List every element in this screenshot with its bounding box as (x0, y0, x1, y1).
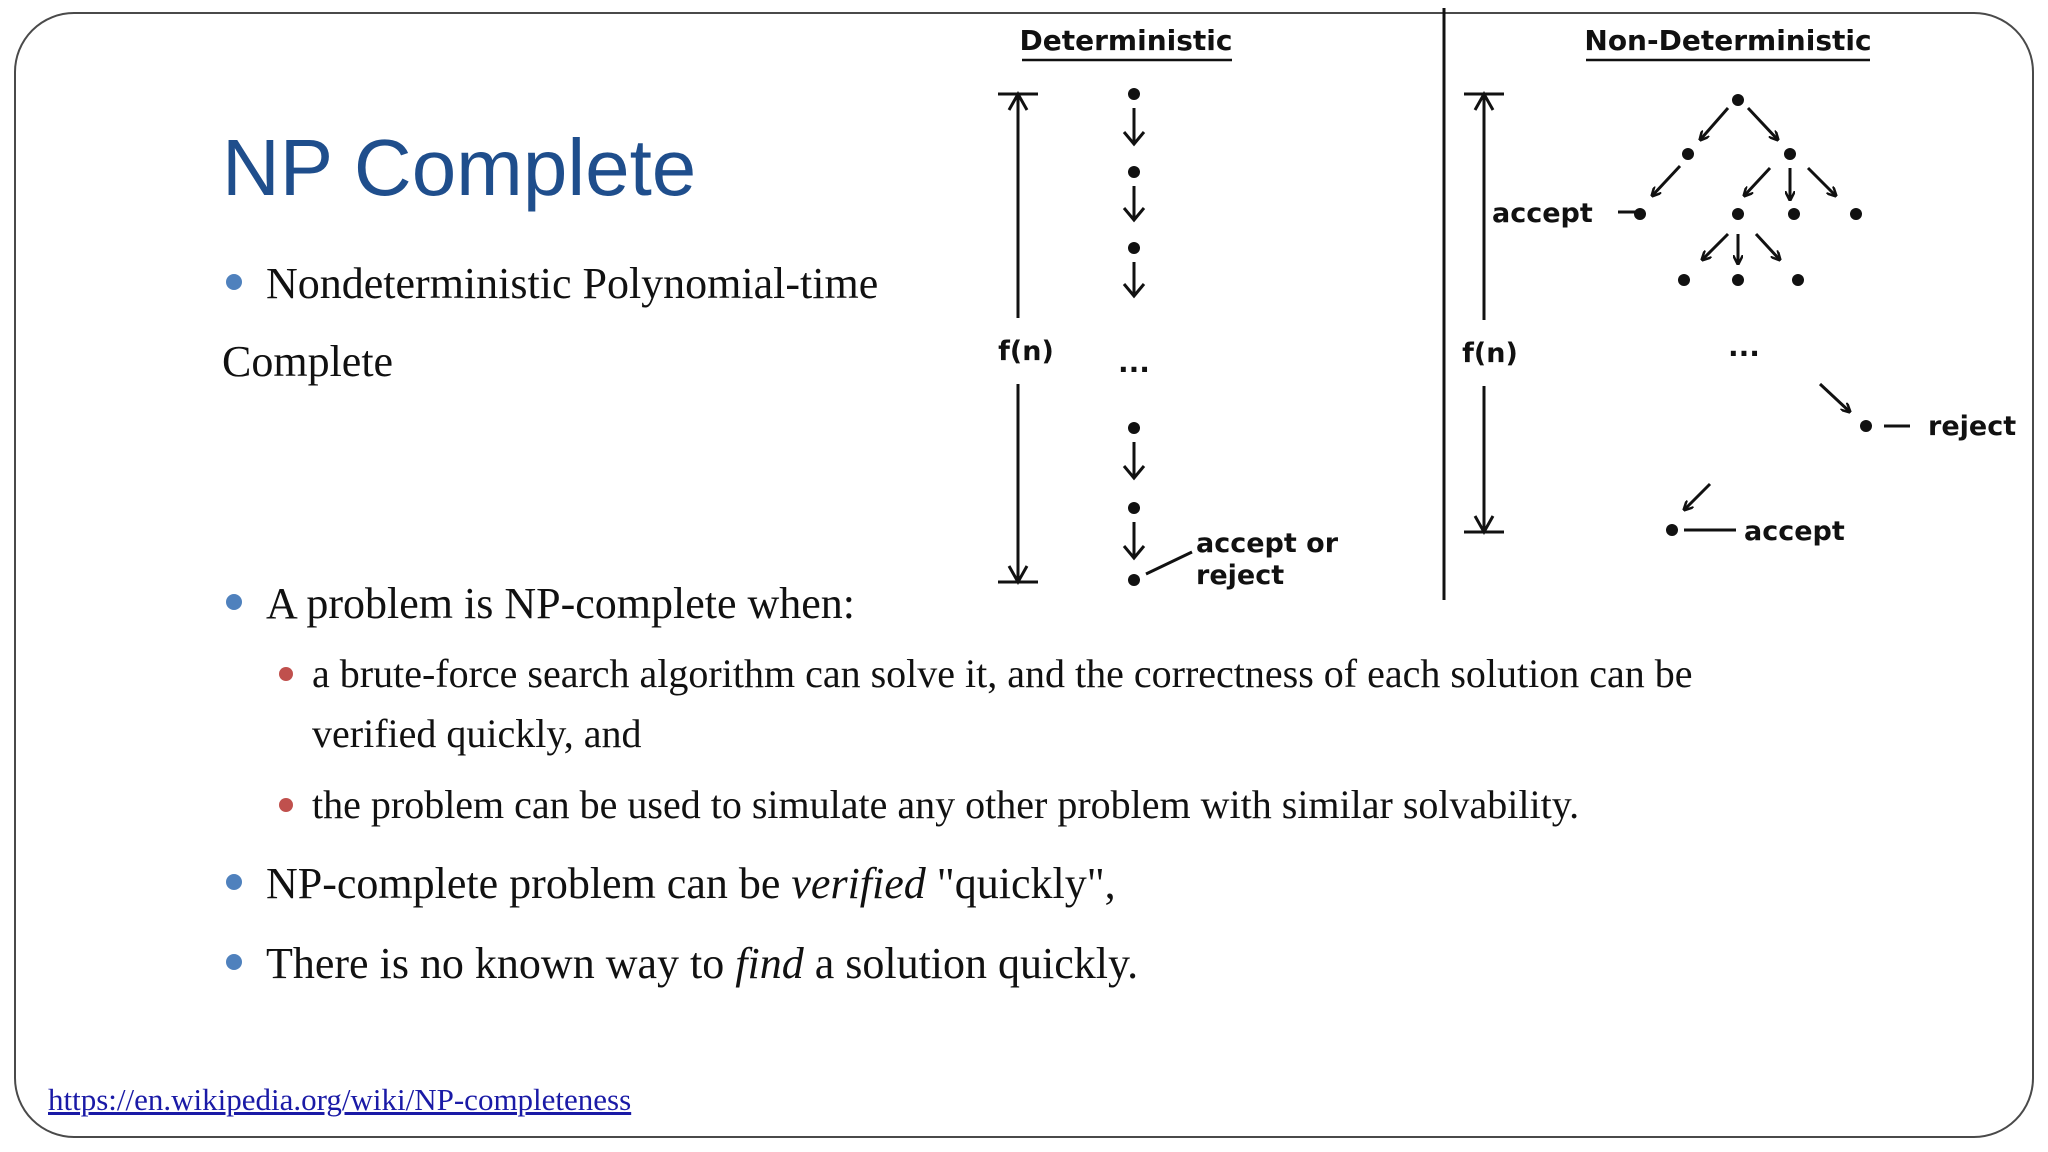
bullet-dot (226, 874, 242, 890)
ellipsis-left: ... (1118, 346, 1150, 379)
bullet-3-text-end: "quickly", (925, 859, 1116, 908)
reject-label-right: reject (1928, 411, 2017, 442)
bullet-3 (266, 859, 1116, 908)
sub-bullet-dot (279, 667, 293, 681)
sub-bullet-dot (279, 798, 293, 812)
bullet-1-line-1: Nondeterministic Polynomial-time (266, 259, 879, 308)
nondeterministic-title: Non-Deterministic (1584, 24, 1872, 57)
sub-bullet-1-line-2: verified quickly, and (312, 711, 642, 756)
bullet-4-text: There is no known way to (266, 939, 736, 988)
bullet-2: A problem is NP-complete when: (266, 579, 856, 628)
deterministic-nodes (1128, 88, 1140, 586)
deterministic-title: Deterministic (1019, 24, 1233, 57)
wikipedia-link[interactable]: https://en.wikipedia.org/wiki/NP-completeness (48, 1082, 632, 1117)
bullet-3-text: NP-complete problem can be (266, 859, 792, 908)
nondeterministic-tree-lines (1618, 212, 1910, 530)
accept-label-bottom: accept (1744, 516, 1845, 547)
reject-label-left: reject (1196, 560, 1285, 591)
bullet-4-emphasis: find (735, 939, 804, 988)
deterministic-vs-nondeterministic-diagram (950, 0, 2030, 620)
bullet-3-emphasis: verified (791, 859, 926, 908)
accept-label-top: accept (1492, 198, 1593, 229)
fn-label-left: f(n) (998, 336, 1054, 367)
ellipsis-right: ... (1728, 330, 1760, 363)
sub-bullet-2: the problem can be used to simulate any other problem with similar solvability. (312, 782, 1580, 827)
fn-dimension-arrow-right (1464, 94, 1504, 532)
bullet-4 (266, 939, 1139, 988)
bullet-dot (226, 274, 242, 290)
bullet-dot (226, 594, 242, 610)
bullet-4-text-end: a solution quickly. (803, 939, 1139, 988)
bullet-1-line-2: Complete (222, 337, 394, 386)
nondeterministic-nodes (1634, 94, 1872, 536)
nondeterministic-tree-edges (1652, 108, 1850, 510)
accept-or-label: accept or (1196, 528, 1339, 559)
slide-title: NP Complete (222, 123, 697, 212)
sub-bullet-1-line-1: a brute-force search algorithm can solve it, and the correctness of each solution can be (312, 651, 1693, 696)
fn-label-right: f(n) (1462, 338, 1518, 369)
bullet-dot (226, 954, 242, 970)
